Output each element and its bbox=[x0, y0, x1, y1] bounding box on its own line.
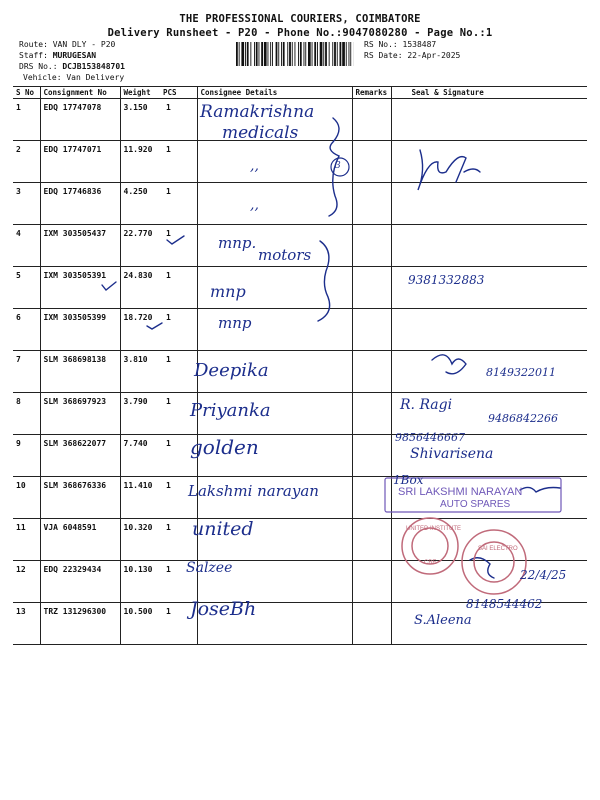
row-sno: 9 bbox=[13, 435, 40, 477]
col-header-consignment: Consignment No bbox=[40, 87, 120, 99]
row-sno: 4 bbox=[13, 225, 40, 267]
col-header-remarks: Remarks bbox=[352, 87, 391, 99]
row-consignment: EDQ 22329434 bbox=[40, 561, 120, 603]
row-consignment: VJA 6048591 bbox=[40, 519, 120, 561]
row-sno: 6 bbox=[13, 309, 40, 351]
row-weight: 24.830 bbox=[120, 267, 160, 309]
row-pcs: 1 bbox=[160, 519, 197, 561]
row-consignment: IXM 303505391 bbox=[40, 267, 120, 309]
hw-sign-13: S.Aleena bbox=[414, 613, 472, 628]
tick-mark bbox=[147, 323, 162, 329]
hw-consignee-13: JoseBh bbox=[190, 598, 257, 620]
row-sno: 11 bbox=[13, 519, 40, 561]
hw-consignee-8: Priyanka bbox=[190, 400, 271, 421]
row-consignment: SLM 368697923 bbox=[40, 393, 120, 435]
hw-ditto-3: ,, bbox=[250, 197, 259, 213]
row-pcs: 1 bbox=[160, 603, 197, 645]
vehicle-text: Vehicle: Van Delivery bbox=[23, 73, 125, 82]
staff-label: Staff: bbox=[19, 51, 48, 60]
row-weight: 18.720 bbox=[120, 309, 160, 351]
bracket-mark bbox=[318, 241, 330, 321]
row-sno: 5 bbox=[13, 267, 40, 309]
drs-number: DCJB153848701 bbox=[62, 62, 125, 71]
row-sno: 1 bbox=[13, 99, 40, 141]
hw-consignee-4: mnp. bbox=[218, 234, 257, 252]
hw-phone-9: 9856446667 bbox=[395, 431, 465, 444]
row-sno: 13 bbox=[13, 603, 40, 645]
hw-phone-8: 9486842266 bbox=[488, 412, 558, 425]
row-sno: 7 bbox=[13, 351, 40, 393]
route-text: Route: VAN DLY - P20 bbox=[19, 40, 116, 49]
col-header-pcs: PCS bbox=[160, 87, 197, 99]
row-consignment: SLM 368676336 bbox=[40, 477, 120, 519]
row-weight: 3.150 bbox=[120, 99, 160, 141]
hw-ditto-2: ,, bbox=[250, 158, 259, 174]
signature-scribble bbox=[520, 487, 560, 492]
hw-consignee-12: Salzee bbox=[186, 560, 233, 576]
row-sno: 3 bbox=[13, 183, 40, 225]
row-pcs: 1 bbox=[160, 477, 197, 519]
row-weight: 4.250 bbox=[120, 183, 160, 225]
row-consignment: SLM 368698138 bbox=[40, 351, 120, 393]
row-weight: 10.500 bbox=[120, 603, 160, 645]
row-consignment: EDQ 17746836 bbox=[40, 183, 120, 225]
hw-phone-13: 8148544462 bbox=[466, 597, 543, 611]
row-weight: 7.740 bbox=[120, 435, 160, 477]
seal-stamp-circle bbox=[462, 530, 526, 594]
hw-sign-8: R. Ragi bbox=[400, 397, 453, 413]
row-weight: 11.920 bbox=[120, 141, 160, 183]
col-header-weight: Weight bbox=[120, 87, 160, 99]
row-pcs: 1 bbox=[160, 309, 197, 351]
hw-date-12: 22/4/25 bbox=[520, 568, 567, 582]
stamp-name-12: SAI ELECTRO bbox=[478, 546, 518, 552]
rs-date: RS Date: 22-Apr-2025 bbox=[364, 51, 461, 60]
signature-scribble bbox=[432, 355, 466, 374]
stamp-city-11: CBE bbox=[424, 560, 437, 566]
hw-consignee-9: golden bbox=[190, 435, 259, 459]
stamp-name-11: UNITED INSTITUTE bbox=[406, 526, 461, 532]
row-pcs: 1 bbox=[160, 267, 197, 309]
row-weight: 3.790 bbox=[120, 393, 160, 435]
tick-mark bbox=[102, 282, 116, 290]
hw-consignee-11: united bbox=[192, 518, 254, 540]
hw-consignee-1: Ramakrishna bbox=[200, 102, 315, 122]
col-header-consignee: Consignee Details bbox=[197, 87, 352, 99]
row-consignment: IXM 303505399 bbox=[40, 309, 120, 351]
stamp-line-10b: AUTO SPARES bbox=[440, 499, 511, 510]
row-pcs: 1 bbox=[160, 561, 197, 603]
drs-label: DRS No.: bbox=[19, 62, 58, 71]
staff-name: MURUGESAN bbox=[52, 51, 97, 60]
hw-sign-9: Shivarisena bbox=[410, 446, 494, 462]
signature-scribble bbox=[418, 150, 480, 190]
col-header-sno: S No bbox=[13, 87, 40, 99]
row-consignment: EDQ 17747078 bbox=[40, 99, 120, 141]
sheet-subtitle: Delivery Runsheet - P20 - Phone No.:9047080280 - Page No.:1 bbox=[107, 27, 493, 39]
row-weight: 22.770 bbox=[120, 225, 160, 267]
hw-phone-5: 9381332883 bbox=[408, 273, 485, 287]
tick-mark bbox=[167, 236, 184, 244]
row-pcs: 1 bbox=[160, 393, 197, 435]
row-weight: 3.810 bbox=[120, 351, 160, 393]
stamp-line-10: SRI LAKSHMI NARAYAN bbox=[398, 486, 523, 498]
hw-consignee-6: mnp bbox=[218, 314, 252, 332]
row-consignment: EDQ 17747071 bbox=[40, 141, 120, 183]
row-sno: 12 bbox=[13, 561, 40, 603]
sheet-title: THE PROFESSIONAL COURIERS, COIMBATORE bbox=[179, 13, 421, 25]
col-header-seal-signature: Seal & Signature bbox=[391, 87, 587, 99]
hw-remark-2: 3 bbox=[335, 161, 341, 171]
row-sno: 10 bbox=[13, 477, 40, 519]
row-pcs: 1 bbox=[160, 225, 197, 267]
row-pcs: 1 bbox=[160, 435, 197, 477]
row-sno: 2 bbox=[13, 141, 40, 183]
row-consignment: SLM 368622077 bbox=[40, 435, 120, 477]
row-consignment: TRZ 131296300 bbox=[40, 603, 120, 645]
rs-number: RS No.: 1538487 bbox=[364, 40, 437, 49]
hw-consignee-10: Lakshmi narayan bbox=[188, 482, 319, 500]
row-weight: 10.320 bbox=[120, 519, 160, 561]
row-pcs: 1 bbox=[160, 351, 197, 393]
hw-consignee-4b: motors bbox=[258, 246, 312, 264]
hw-consignee-1b: medicals bbox=[222, 123, 299, 143]
row-pcs: 1 bbox=[160, 141, 197, 183]
row-pcs: 1 bbox=[160, 99, 197, 141]
row-consignment: IXM 303505437 bbox=[40, 225, 120, 267]
row-pcs: 1 bbox=[160, 183, 197, 225]
row-weight: 10.130 bbox=[120, 561, 160, 603]
hw-consignee-5: mnp bbox=[210, 282, 246, 301]
hw-box-10: 1Box bbox=[393, 473, 424, 487]
hw-consignee-7: Deepika bbox=[194, 360, 269, 381]
row-sno: 8 bbox=[13, 393, 40, 435]
hw-phone-7: 8149322011 bbox=[486, 366, 556, 379]
row-weight: 11.410 bbox=[120, 477, 160, 519]
